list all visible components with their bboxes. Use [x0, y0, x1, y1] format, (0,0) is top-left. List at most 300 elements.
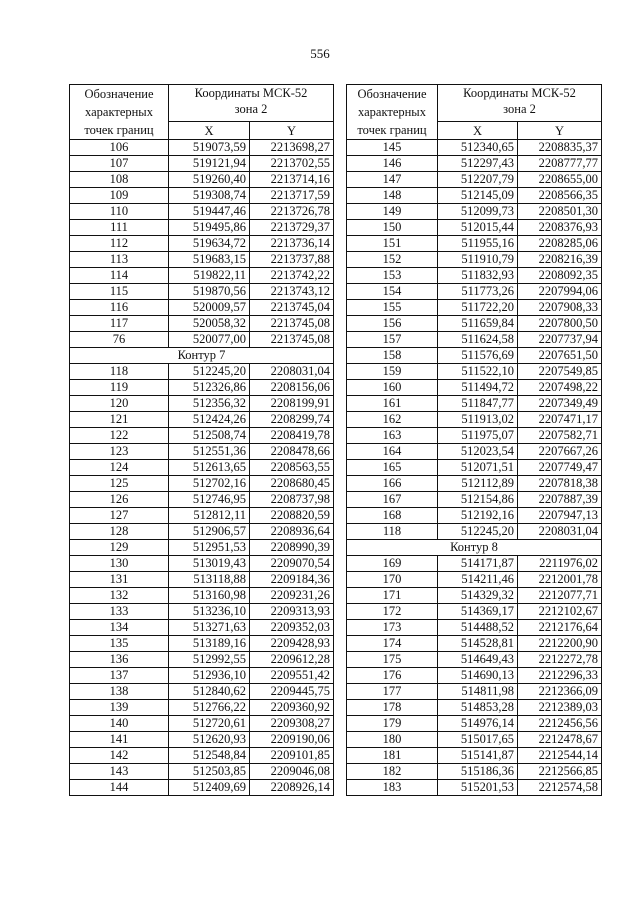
point-number: 120 [70, 396, 169, 412]
table-row [347, 700, 602, 716]
table-row [70, 140, 334, 156]
y-coordinate: 2209101,85 [250, 748, 334, 764]
table-row [347, 316, 602, 332]
table-row [70, 300, 334, 316]
x-coordinate: 512207,79 [438, 172, 518, 188]
y-coordinate: 2209313,93 [250, 604, 334, 620]
table-body [347, 140, 602, 796]
table-row [347, 204, 602, 220]
table-row [347, 764, 602, 780]
y-coordinate: 2212456,56 [518, 716, 602, 732]
y-coordinate: 2212102,67 [518, 604, 602, 620]
point-number: 161 [347, 396, 438, 412]
point-number: 172 [347, 604, 438, 620]
y-coordinate: 2212389,03 [518, 700, 602, 716]
table-row [70, 156, 334, 172]
y-coordinate: 2213745,08 [250, 316, 334, 332]
x-coordinate: 520077,00 [169, 332, 250, 348]
point-number: 173 [347, 620, 438, 636]
y-coordinate: 2209190,06 [250, 732, 334, 748]
x-coordinate: 514211,46 [438, 572, 518, 588]
y-coordinate: 2212272,78 [518, 652, 602, 668]
table-row [70, 748, 334, 764]
x-coordinate: 519447,46 [169, 204, 250, 220]
point-number: 125 [70, 476, 169, 492]
y-coordinate: 2209551,42 [250, 668, 334, 684]
x-coordinate: 514329,32 [438, 588, 518, 604]
y-coordinate: 2212544,14 [518, 748, 602, 764]
coordinates-header-line: зона 2 [503, 102, 536, 116]
point-number: 150 [347, 220, 438, 236]
table-row [70, 668, 334, 684]
x-coordinate: 519683,15 [169, 252, 250, 268]
table-row [347, 588, 602, 604]
y-coordinate: 2212296,33 [518, 668, 602, 684]
table-row [70, 524, 334, 540]
point-number: 139 [70, 700, 169, 716]
y-coordinate: 2207994,06 [518, 284, 602, 300]
coordinates-header [169, 85, 334, 122]
y-coordinate: 2208376,93 [518, 220, 602, 236]
point-number: 160 [347, 380, 438, 396]
x-coordinate: 512840,62 [169, 684, 250, 700]
point-number: 132 [70, 588, 169, 604]
table-row [70, 636, 334, 652]
y-coordinate: 2207737,94 [518, 332, 602, 348]
table-row [347, 380, 602, 396]
y-coordinate: 2208990,39 [250, 540, 334, 556]
designation-header-line: Обозначение [84, 87, 154, 101]
point-number: 111 [70, 220, 169, 236]
x-coordinate: 511722,20 [438, 300, 518, 316]
x-coordinate: 512424,26 [169, 412, 250, 428]
y-coordinate: 2208835,37 [518, 140, 602, 156]
x-coordinate: 519870,56 [169, 284, 250, 300]
table-row [347, 428, 602, 444]
x-coordinate: 515141,87 [438, 748, 518, 764]
table-row [347, 444, 602, 460]
x-coordinate: 512766,22 [169, 700, 250, 716]
y-column-header: Y [518, 122, 602, 140]
coordinates-header-line: Координаты МСК-52 [463, 86, 576, 100]
point-number: 142 [70, 748, 169, 764]
point-number: 138 [70, 684, 169, 700]
table-row [70, 652, 334, 668]
table-row [70, 396, 334, 412]
x-coordinate: 512356,32 [169, 396, 250, 412]
table-row [70, 332, 334, 348]
point-number: 182 [347, 764, 438, 780]
point-number: 171 [347, 588, 438, 604]
x-coordinate: 512023,54 [438, 444, 518, 460]
x-coordinate: 512154,86 [438, 492, 518, 508]
y-coordinate: 2209612,28 [250, 652, 334, 668]
y-coordinate: 2207818,38 [518, 476, 602, 492]
point-number: 122 [70, 428, 169, 444]
table-row [347, 748, 602, 764]
table-row [70, 540, 334, 556]
table-row [70, 716, 334, 732]
y-coordinate: 2208031,04 [250, 364, 334, 380]
point-number: 144 [70, 780, 169, 796]
designation-header [70, 85, 169, 140]
point-number: 164 [347, 444, 438, 460]
x-coordinate: 512548,84 [169, 748, 250, 764]
y-coordinate: 2208299,74 [250, 412, 334, 428]
x-coordinate: 512613,65 [169, 460, 250, 476]
point-number: 176 [347, 668, 438, 684]
y-coordinate: 2212566,85 [518, 764, 602, 780]
designation-header-line: Обозначение [357, 87, 427, 101]
contour-header-row [347, 540, 602, 556]
x-coordinate: 514488,52 [438, 620, 518, 636]
point-number: 163 [347, 428, 438, 444]
point-number: 109 [70, 188, 169, 204]
table-row [347, 460, 602, 476]
point-number: 165 [347, 460, 438, 476]
y-coordinate: 2208031,04 [518, 524, 602, 540]
contour-label: Контур 8 [347, 540, 602, 556]
point-number: 153 [347, 268, 438, 284]
x-coordinate: 514649,43 [438, 652, 518, 668]
x-coordinate: 515017,65 [438, 732, 518, 748]
x-coordinate: 512551,36 [169, 444, 250, 460]
x-coordinate: 514811,98 [438, 684, 518, 700]
table-row [70, 460, 334, 476]
table-row [347, 364, 602, 380]
point-number: 118 [347, 524, 438, 540]
table-row [70, 764, 334, 780]
table-row [70, 684, 334, 700]
table-row [347, 492, 602, 508]
point-number: 76 [70, 332, 169, 348]
point-number: 107 [70, 156, 169, 172]
table-row [70, 476, 334, 492]
point-number: 174 [347, 636, 438, 652]
point-number: 154 [347, 284, 438, 300]
y-coordinate: 2213714,16 [250, 172, 334, 188]
y-coordinate: 2207887,39 [518, 492, 602, 508]
x-coordinate: 511494,72 [438, 380, 518, 396]
x-coordinate: 513271,63 [169, 620, 250, 636]
x-coordinate: 512620,93 [169, 732, 250, 748]
x-coordinate: 511975,07 [438, 428, 518, 444]
point-number: 118 [70, 364, 169, 380]
table-row [70, 444, 334, 460]
table-row [70, 780, 334, 796]
table-row [347, 156, 602, 172]
point-number: 152 [347, 252, 438, 268]
point-number: 168 [347, 508, 438, 524]
point-number: 141 [70, 732, 169, 748]
x-coordinate: 511576,69 [438, 348, 518, 364]
point-number: 127 [70, 508, 169, 524]
x-coordinate: 520009,57 [169, 300, 250, 316]
y-coordinate: 2207749,47 [518, 460, 602, 476]
point-number: 179 [347, 716, 438, 732]
x-coordinate: 515186,36 [438, 764, 518, 780]
table-body [70, 140, 334, 796]
point-number: 134 [70, 620, 169, 636]
table-row [70, 492, 334, 508]
x-coordinate: 512326,86 [169, 380, 250, 396]
designation-header-line: характерных [85, 105, 153, 119]
table-row [347, 236, 602, 252]
table-row [70, 316, 334, 332]
x-coordinate: 512409,69 [169, 780, 250, 796]
contour-label: Контур 7 [70, 348, 334, 364]
y-coordinate: 2213702,55 [250, 156, 334, 172]
point-number: 131 [70, 572, 169, 588]
point-number: 145 [347, 140, 438, 156]
point-number: 133 [70, 604, 169, 620]
y-coordinate: 2207947,13 [518, 508, 602, 524]
y-coordinate: 2212176,64 [518, 620, 602, 636]
y-coordinate: 2208680,45 [250, 476, 334, 492]
point-number: 110 [70, 204, 169, 220]
table-row [70, 556, 334, 572]
table-row [347, 620, 602, 636]
table-row [347, 332, 602, 348]
coordinates-header [438, 85, 602, 122]
point-number: 149 [347, 204, 438, 220]
table-row [347, 268, 602, 284]
point-number: 113 [70, 252, 169, 268]
designation-header [347, 85, 438, 140]
point-number: 137 [70, 668, 169, 684]
x-coordinate: 511773,26 [438, 284, 518, 300]
table-row [70, 380, 334, 396]
point-number: 151 [347, 236, 438, 252]
y-coordinate: 2213737,88 [250, 252, 334, 268]
y-coordinate: 2208820,59 [250, 508, 334, 524]
designation-header-line: точек границ [357, 123, 427, 137]
table-row [347, 300, 602, 316]
y-coordinate: 2207498,22 [518, 380, 602, 396]
point-number: 167 [347, 492, 438, 508]
table-row [70, 412, 334, 428]
coordinates-header-line: зона 2 [234, 102, 268, 116]
y-coordinate: 2207471,17 [518, 412, 602, 428]
coordinates-table-right [346, 84, 602, 796]
table-row [347, 220, 602, 236]
y-coordinate: 2212001,78 [518, 572, 602, 588]
table-row [347, 572, 602, 588]
table-row [347, 348, 602, 364]
table-row [70, 700, 334, 716]
x-coordinate: 511913,02 [438, 412, 518, 428]
x-coordinate: 512503,85 [169, 764, 250, 780]
point-number: 117 [70, 316, 169, 332]
y-coordinate: 2207800,50 [518, 316, 602, 332]
y-coordinate: 2208199,91 [250, 396, 334, 412]
table-row [347, 140, 602, 156]
point-number: 147 [347, 172, 438, 188]
x-coordinate: 511955,16 [438, 236, 518, 252]
y-coordinate: 2208285,06 [518, 236, 602, 252]
y-coordinate: 2209070,54 [250, 556, 334, 572]
x-coordinate: 514976,14 [438, 716, 518, 732]
point-number: 143 [70, 764, 169, 780]
point-number: 158 [347, 348, 438, 364]
y-coordinate: 2208156,06 [250, 380, 334, 396]
x-coordinate: 513118,88 [169, 572, 250, 588]
x-coordinate: 515201,53 [438, 780, 518, 796]
x-coordinate: 519073,59 [169, 140, 250, 156]
y-coordinate: 2207582,71 [518, 428, 602, 444]
x-coordinate: 514853,28 [438, 700, 518, 716]
point-number: 146 [347, 156, 438, 172]
point-number: 106 [70, 140, 169, 156]
table-row [347, 412, 602, 428]
table-row [347, 524, 602, 540]
x-coordinate: 520058,32 [169, 316, 250, 332]
table-row [70, 284, 334, 300]
y-coordinate: 2208737,98 [250, 492, 334, 508]
y-coordinate: 2208936,64 [250, 524, 334, 540]
x-coordinate: 512245,20 [438, 524, 518, 540]
y-coordinate: 2209184,36 [250, 572, 334, 588]
x-coordinate: 513019,43 [169, 556, 250, 572]
table-row [347, 284, 602, 300]
table-row [70, 236, 334, 252]
point-number: 159 [347, 364, 438, 380]
table-row [70, 220, 334, 236]
point-number: 124 [70, 460, 169, 476]
table-row [70, 508, 334, 524]
table-row [347, 652, 602, 668]
y-coordinate: 2207667,26 [518, 444, 602, 460]
table-row [347, 604, 602, 620]
y-coordinate: 2213736,14 [250, 236, 334, 252]
y-coordinate: 2209428,93 [250, 636, 334, 652]
table-row [70, 572, 334, 588]
y-coordinate: 2212366,09 [518, 684, 602, 700]
x-coordinate: 512112,89 [438, 476, 518, 492]
x-column-header: X [438, 122, 518, 140]
x-coordinate: 514690,13 [438, 668, 518, 684]
x-coordinate: 511832,93 [438, 268, 518, 284]
designation-header-line: точек границ [84, 123, 154, 137]
x-coordinate: 512245,20 [169, 364, 250, 380]
point-number: 140 [70, 716, 169, 732]
y-coordinate: 2209352,03 [250, 620, 334, 636]
y-coordinate: 2213745,08 [250, 332, 334, 348]
table-row [70, 604, 334, 620]
contour-header-row [70, 348, 334, 364]
y-coordinate: 2207549,85 [518, 364, 602, 380]
point-number: 129 [70, 540, 169, 556]
point-number: 156 [347, 316, 438, 332]
x-coordinate: 519260,40 [169, 172, 250, 188]
x-coordinate: 519121,94 [169, 156, 250, 172]
y-coordinate: 2212200,90 [518, 636, 602, 652]
y-coordinate: 2213743,12 [250, 284, 334, 300]
x-coordinate: 512992,55 [169, 652, 250, 668]
point-number: 180 [347, 732, 438, 748]
y-coordinate: 2207651,50 [518, 348, 602, 364]
x-coordinate: 511847,77 [438, 396, 518, 412]
table-row [347, 508, 602, 524]
point-number: 177 [347, 684, 438, 700]
coordinates-table-left [69, 84, 334, 796]
x-coordinate: 512702,16 [169, 476, 250, 492]
y-coordinate: 2208566,35 [518, 188, 602, 204]
x-coordinate: 513236,10 [169, 604, 250, 620]
point-number: 108 [70, 172, 169, 188]
table-row [70, 428, 334, 444]
y-coordinate: 2208501,30 [518, 204, 602, 220]
point-number: 157 [347, 332, 438, 348]
y-coordinate: 2213745,04 [250, 300, 334, 316]
point-number: 178 [347, 700, 438, 716]
y-coordinate: 2211976,02 [518, 556, 602, 572]
y-coordinate: 2208777,77 [518, 156, 602, 172]
x-coordinate: 514528,81 [438, 636, 518, 652]
x-coordinate: 512508,74 [169, 428, 250, 444]
x-coordinate: 512015,44 [438, 220, 518, 236]
y-coordinate: 2209231,26 [250, 588, 334, 604]
y-coordinate: 2212478,67 [518, 732, 602, 748]
point-number: 126 [70, 492, 169, 508]
table-row [347, 172, 602, 188]
x-coordinate: 511624,58 [438, 332, 518, 348]
x-coordinate: 512906,57 [169, 524, 250, 540]
y-coordinate: 2212077,71 [518, 588, 602, 604]
table-row [347, 556, 602, 572]
y-coordinate: 2213698,27 [250, 140, 334, 156]
x-coordinate: 512720,61 [169, 716, 250, 732]
x-coordinate: 512340,65 [438, 140, 518, 156]
x-coordinate: 512812,11 [169, 508, 250, 524]
y-coordinate: 2213726,78 [250, 204, 334, 220]
point-number: 166 [347, 476, 438, 492]
x-coordinate: 513189,16 [169, 636, 250, 652]
table-row [347, 732, 602, 748]
table-row [347, 780, 602, 796]
x-column-header: X [169, 122, 250, 140]
table-row [347, 252, 602, 268]
coordinates-header-line: Координаты МСК-52 [194, 86, 308, 100]
point-number: 121 [70, 412, 169, 428]
x-coordinate: 511910,79 [438, 252, 518, 268]
x-coordinate: 514369,17 [438, 604, 518, 620]
x-coordinate: 519308,74 [169, 188, 250, 204]
y-coordinate: 2209308,27 [250, 716, 334, 732]
point-number: 116 [70, 300, 169, 316]
point-number: 115 [70, 284, 169, 300]
y-coordinate: 2213729,37 [250, 220, 334, 236]
x-coordinate: 511522,10 [438, 364, 518, 380]
x-coordinate: 512192,16 [438, 508, 518, 524]
table-row [70, 188, 334, 204]
table-row [70, 252, 334, 268]
designation-header-line: характерных [358, 105, 426, 119]
point-number: 148 [347, 188, 438, 204]
table-row [70, 204, 334, 220]
x-coordinate: 511659,84 [438, 316, 518, 332]
y-coordinate: 2213742,22 [250, 268, 334, 284]
y-coordinate: 2208216,39 [518, 252, 602, 268]
x-coordinate: 512071,51 [438, 460, 518, 476]
x-coordinate: 513160,98 [169, 588, 250, 604]
table-row [347, 668, 602, 684]
y-coordinate: 2209360,92 [250, 700, 334, 716]
y-coordinate: 2208092,35 [518, 268, 602, 284]
point-number: 169 [347, 556, 438, 572]
point-number: 119 [70, 380, 169, 396]
point-number: 123 [70, 444, 169, 460]
